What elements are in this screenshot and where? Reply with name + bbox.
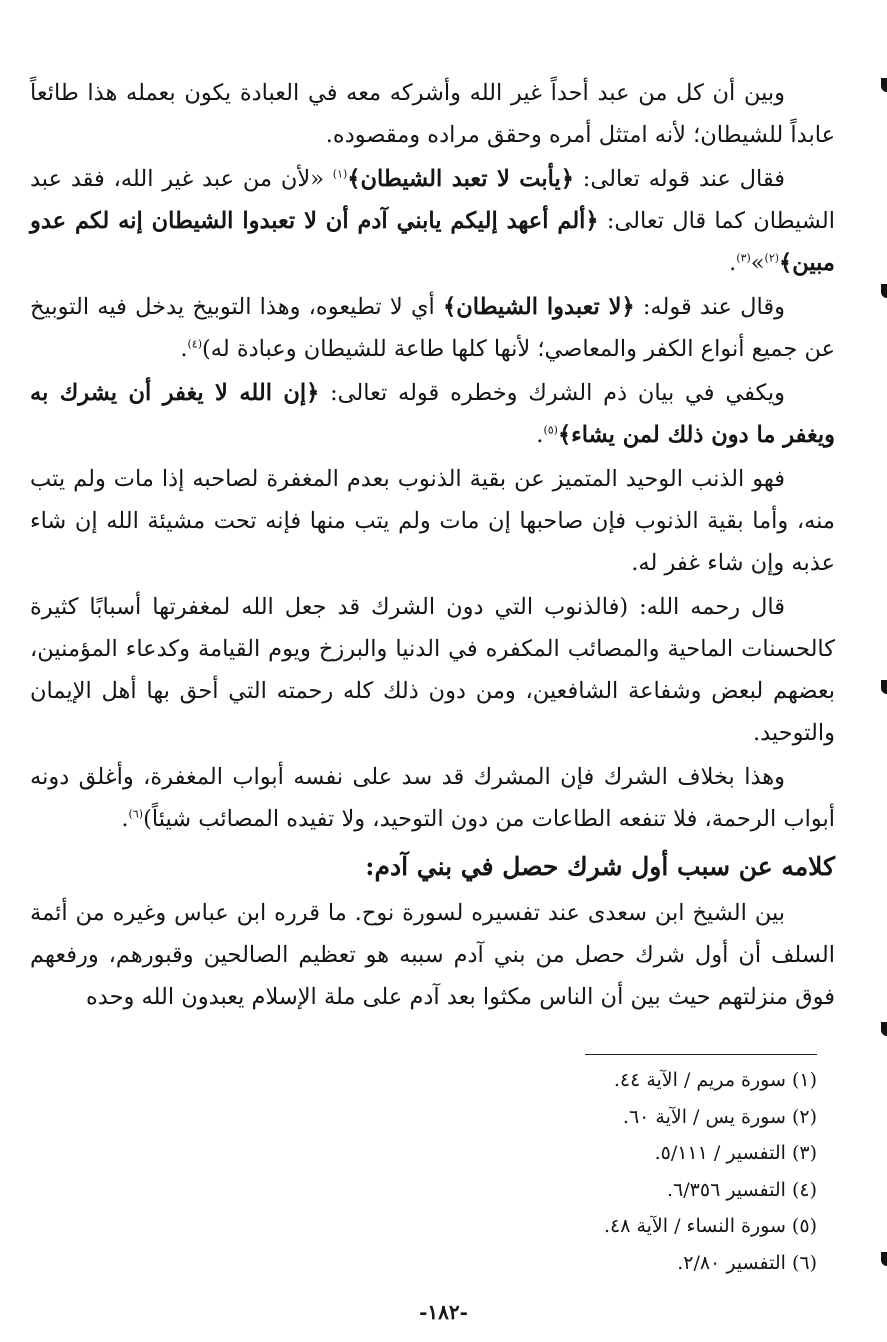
- text-run: .: [729, 250, 737, 276]
- footnote-marker: (٤): [187, 337, 202, 351]
- scan-edge-mark: [881, 284, 887, 298]
- text-run: ويكفي في بيان ذم الشرك وخطره قوله تعالى:: [319, 380, 786, 406]
- quran-verse: ﴿ألم أعهد إليكم يابني آدم أن لا تعبدوا الشيطان إنه لكم عدو مبين﴾: [30, 208, 835, 276]
- scan-edge-mark: [881, 1252, 887, 1266]
- page-number: -١٨٢-: [419, 1300, 468, 1324]
- scan-edge-mark: [881, 78, 887, 92]
- text-run: فقال عند قوله تعالى:: [573, 166, 785, 192]
- footnotes-list: [397, 1062, 817, 1282]
- footnote: (٤) التفسير ٦/٣٥٦.: [667, 1178, 817, 1201]
- footnote: (٥) سورة النساء / الآية ٤٨.: [603, 1215, 817, 1238]
- footnote-divider: [585, 1054, 817, 1055]
- scan-edge-mark: [881, 680, 887, 694]
- section-heading: كلامه عن سبب أول شرك حصل في بني آدم:: [365, 852, 835, 881]
- footnote-marker: (١): [332, 167, 348, 181]
- quran-verse: ﴿إن الله لا يغفر أن يشرك به ويغفر ما دون ذلك لمن يشاء﴾: [30, 380, 835, 448]
- footnote: (٢) سورة يس / الآية ٦٠.: [622, 1105, 817, 1128]
- paragraph: [30, 372, 835, 456]
- paragraph: [30, 286, 835, 370]
- text-run: وبين أن كل من عبد أحداً غير الله وأشركه معه في العبادة يكون بعمله هذا طائعاً عابداً للشيطان؛ لأنه امتثل أمره وحقق مراده ومقصوده.: [30, 80, 835, 148]
- text-run: .: [180, 336, 188, 362]
- paragraph: [30, 458, 835, 584]
- main-text: [30, 72, 835, 1018]
- scan-edge-mark: [881, 1022, 887, 1036]
- text-run: وهذا بخلاف الشرك فإن المشرك قد سد على نفسه أبواب المغفرة، وأغلق دونه أبواب الرحمة، فلا تنفعه الطاعات من دون التوحيد، ولا تفيده المصائب شيئاً): [30, 764, 835, 832]
- footnote: (٣) التفسير / ٥/١١١.: [654, 1142, 817, 1165]
- paragraph: [30, 158, 835, 284]
- footnote: (٦) التفسير ٢/٨٠.: [677, 1251, 817, 1274]
- quran-verse: ﴿يأبت لا تعبد الشيطان﴾: [347, 166, 574, 192]
- body-paragraphs: [30, 72, 835, 840]
- text-run: »: [750, 250, 765, 276]
- paragraph: [30, 586, 835, 754]
- footnote-marker: (٦): [128, 807, 144, 821]
- text-run: .: [536, 422, 544, 448]
- text-run: قال رحمه الله: (فالذنوب التي دون الشرك قد جعل الله لمغفرتها أسبابًا كثيرة كالحسنات الماحية والمصائب المكفره في الدنيا والبرزخ ويوم القيامة وكدعاء المؤمنين، بعضهم لبعض وشفاعة الشافعين، ومن دون ذلك كله رحمته التي أحق بها أهل الإيمان والتوحيد.: [30, 594, 835, 746]
- text-run: وقال عند قوله:: [634, 294, 785, 320]
- text-run: أي لا تطيعوه، وهذا التوبيخ يدخل فيه التوبيخ عن جميع أنواع الكفر والمعاصي؛ لأنها كلها طاعة للشيطان وعبادة له): [30, 294, 835, 362]
- paragraph: بين الشيخ ابن سعدى عند تفسيره لسورة نوح. ما قرره ابن عباس وغيره من أئمة السلف أن أول شرك حصل من بني آدم سببه هو تعظيم الصالحين وقبورهم، ورفعهم فوق منزلتهم حيث بين أن الناس مكثوا بعد آدم على ملة الإسلام يعبدون الله وحده: [30, 900, 835, 1010]
- footnote: (١) سورة مريم / الآية ٤٤.: [613, 1069, 817, 1091]
- footnote-marker: (٢): [764, 251, 780, 265]
- paragraph: [30, 72, 835, 156]
- quran-verse: ﴿لا تعبدوا الشيطان﴾: [443, 294, 635, 320]
- footnote-marker: (٣): [736, 251, 751, 265]
- text-run: فهو الذنب الوحيد المتميز عن بقية الذنوب بعدم المغفرة لصاحبه إذا مات ولم يتب منه، وأما بقية الذنوب فإن صاحبها إن مات ولم يتب منها فإنه تحت مشيئة الله إن شاء عذبه وإن شاء غفر له.: [30, 466, 835, 576]
- text-run: «لأن من عبد غير الله، فقد عبد الشيطان كما قال تعالى:: [30, 166, 835, 234]
- footnote-marker: (٥): [543, 423, 558, 437]
- text-run: .: [121, 806, 129, 832]
- paragraph: [30, 756, 835, 840]
